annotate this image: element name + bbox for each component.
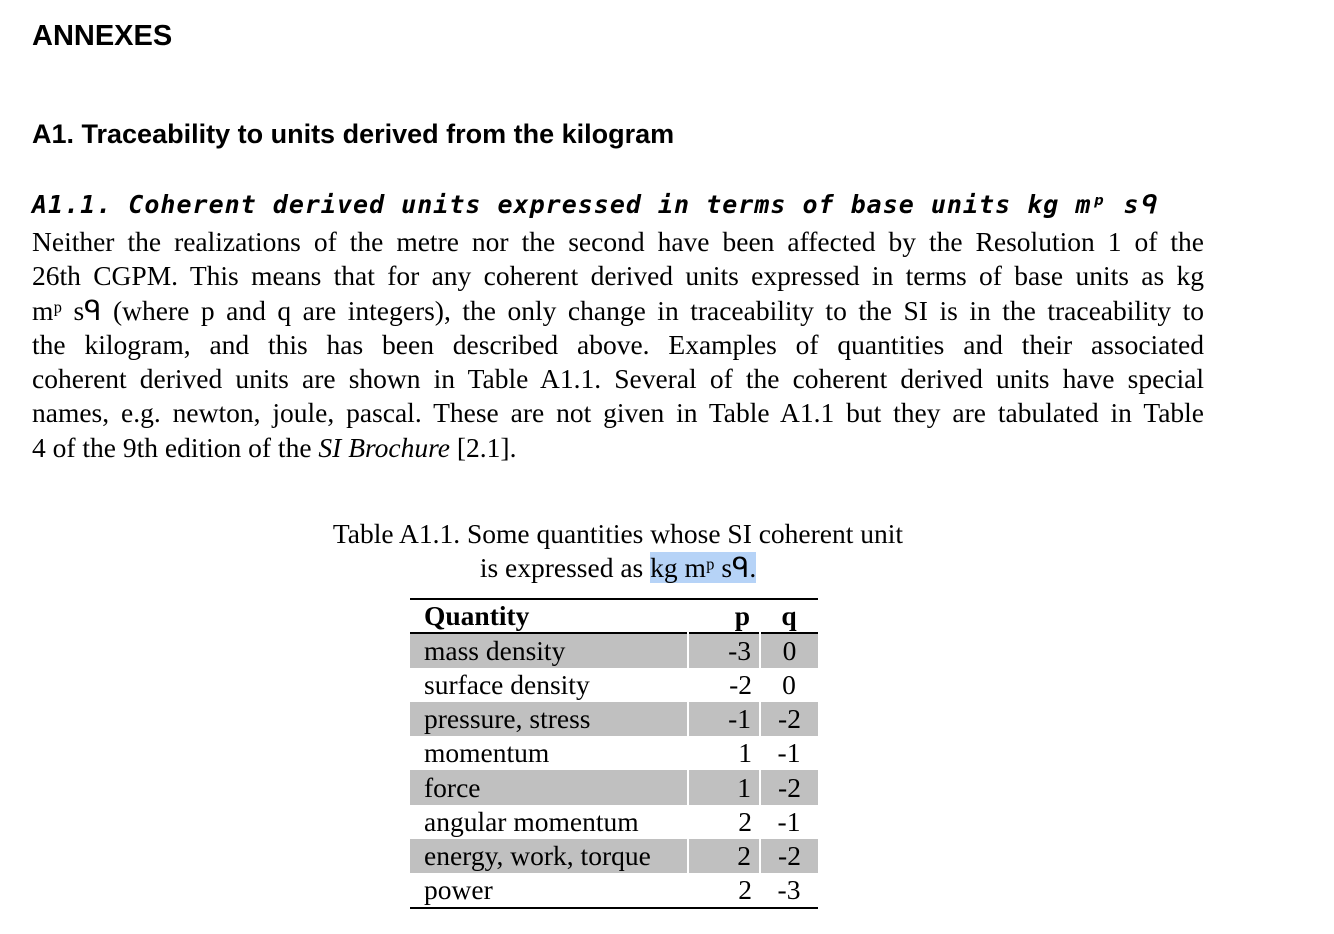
- table-row: [410, 805, 818, 839]
- cell-quantity: momentum: [424, 737, 550, 769]
- cell-q: -1: [777, 805, 801, 837]
- cell-q: 0: [760, 633, 818, 667]
- selected-text-highlight[interactable]: kg mᵖ sᑫ: [650, 552, 750, 583]
- caption-line-2: [300, 551, 936, 585]
- paragraph-line: coherent derived units are shown in Table A1.1. Several of the coherent derived units have special: [32, 363, 1204, 395]
- subsection-heading: A1.1. Coherent derived units expressed in terms of base units kg mᵖ sᑫ: [32, 190, 1157, 219]
- paragraph-line: names, e.g. newton, joule, pascal. These are not given in Table A1.1 but they are tabulated in Table: [32, 397, 1204, 429]
- last-line-suffix: [2.1].: [450, 431, 517, 463]
- cell-p: -3: [688, 633, 760, 667]
- cell-q: -2: [760, 770, 818, 804]
- paragraph-last-line: [32, 431, 1204, 465]
- table-row: [410, 668, 818, 702]
- table-row: [410, 873, 818, 907]
- cell-p: 2: [688, 839, 760, 873]
- cell-q: -1: [777, 737, 801, 769]
- table-row: [410, 736, 818, 770]
- cell-quantity: energy, work, torque: [410, 839, 688, 873]
- cell-q: 0: [782, 668, 796, 700]
- header-quantity: Quantity: [424, 600, 530, 632]
- cell-quantity: angular momentum: [424, 805, 639, 837]
- cell-q: -2: [760, 702, 818, 736]
- cell-p: 2: [738, 874, 752, 906]
- cell-q: -2: [760, 839, 818, 873]
- header-q: q: [781, 600, 797, 632]
- cell-quantity: power: [424, 874, 493, 906]
- si-brochure-title: SI Brochure: [318, 431, 451, 463]
- cell-p: -1: [688, 702, 760, 736]
- table-row: [410, 839, 818, 873]
- header-p: p: [734, 600, 750, 632]
- table-row: [410, 770, 818, 804]
- annex-title: ANNEXES: [32, 20, 173, 52]
- cell-p: 1: [688, 770, 760, 804]
- caption-period[interactable]: .: [749, 552, 757, 583]
- body-paragraph: [32, 225, 1204, 465]
- paragraph-line: Neither the realizations of the metre nor the second have been affected by the Resolution 1 of the: [32, 226, 1204, 257]
- cell-p: -2: [729, 668, 752, 700]
- last-line-prefix: 4 of the 9th edition of the: [32, 431, 319, 463]
- cell-q: -3: [777, 874, 801, 906]
- cell-quantity: force: [410, 770, 688, 804]
- caption-line-2-prefix: is expressed as: [479, 552, 651, 583]
- paragraph-line: 26th CGPM. This means that for any coherent derived units expressed in terms of base units as kg: [32, 260, 1204, 292]
- cell-quantity: pressure, stress: [410, 702, 688, 736]
- paragraph-line: the kilogram, and this has been described above. Examples of quantities and their associated: [32, 328, 1204, 360]
- quantities-table: [410, 598, 818, 909]
- paragraph-line: mᵖ sᑫ (where p and q are integers), the only change in traceability to the SI is in the traceability to: [32, 294, 1204, 326]
- cell-quantity: surface density: [424, 668, 590, 700]
- table-caption: [300, 517, 936, 585]
- table-header-row: [410, 599, 818, 633]
- cell-p: 2: [738, 805, 752, 837]
- caption-line-1: Table A1.1. Some quantities whose SI coherent unit: [332, 518, 904, 549]
- table-row: [410, 702, 818, 736]
- cell-p: 1: [738, 737, 752, 769]
- cell-quantity: mass density: [410, 633, 688, 667]
- section-heading: A1. Traceability to units derived from the kilogram: [32, 119, 675, 149]
- table-row: [410, 633, 818, 667]
